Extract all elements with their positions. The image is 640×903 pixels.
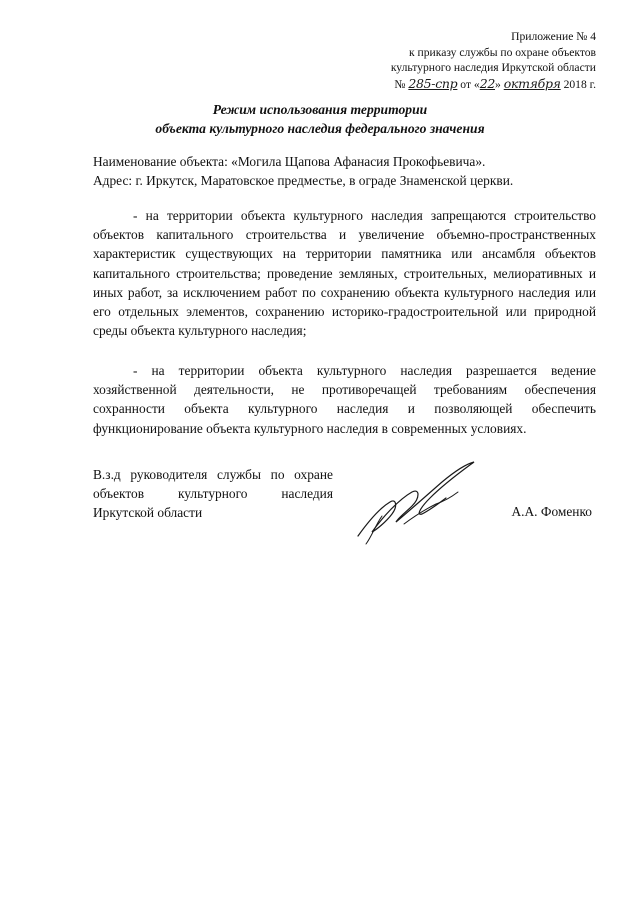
object-address: Адрес: г. Иркутск, Маратовское предместье, в ограде Знаменской церкви. xyxy=(93,173,514,188)
appendix-title: Приложение № 4 xyxy=(511,30,596,43)
appendix-order-ref: к приказу службы по охране объектов xyxy=(409,45,596,59)
appendix-order-ref-2: культурного наследия Иркутской области xyxy=(390,61,596,75)
signer-name: А.А. Фоменко xyxy=(511,504,592,519)
document-title xyxy=(0,100,640,138)
order-number-handwritten: 285-спр xyxy=(408,75,458,91)
order-quote-close: » xyxy=(495,77,501,91)
permitted-activities-paragraph: - на территории объекта культурного наследия разрешается ведение хозяйственной деятельности, не противоречащей требованиям обеспечения сохранности объекта культурного наследия и позволяющей обеспечить функционирование объекта культурного наследия в современных условиях. xyxy=(93,363,596,436)
object-info xyxy=(93,152,603,190)
object-name: Наименование объекта: «Могила Щапова Афанасия Прокофьевича». xyxy=(93,154,486,169)
order-year: 2018 г. xyxy=(563,77,596,91)
order-number-line xyxy=(391,76,596,93)
signer-position: В.з.д руководителя службы по охране объектов культурного наследия Иркутской области xyxy=(93,467,333,520)
title-line-2: объекта культурного наследия федерального значения xyxy=(155,121,485,136)
prohibited-activities-paragraph: - на территории объекта культурного наследия запрещаются строительство объектов капитального строительства и увеличение объемно-пространственных характеристик существующих на территории памятника или ансамбля объектов капитального строительства; проведение земляных, строительных, мелиоративных и иных работ, за исключением работ по сохранению объекта культурного наследия или его отдельных элементов, сохранению историко-градостроительной или природной среды объекта культурного наследия; xyxy=(93,208,596,339)
order-month-handwritten: октября xyxy=(503,75,561,91)
order-day-handwritten: 22 xyxy=(479,75,496,91)
order-prefix: № xyxy=(394,77,406,91)
order-date-from: от « xyxy=(460,77,480,91)
handwritten-signature xyxy=(346,452,486,552)
appendix-header xyxy=(391,29,596,92)
title-line-1: Режим использования территории xyxy=(212,102,428,117)
